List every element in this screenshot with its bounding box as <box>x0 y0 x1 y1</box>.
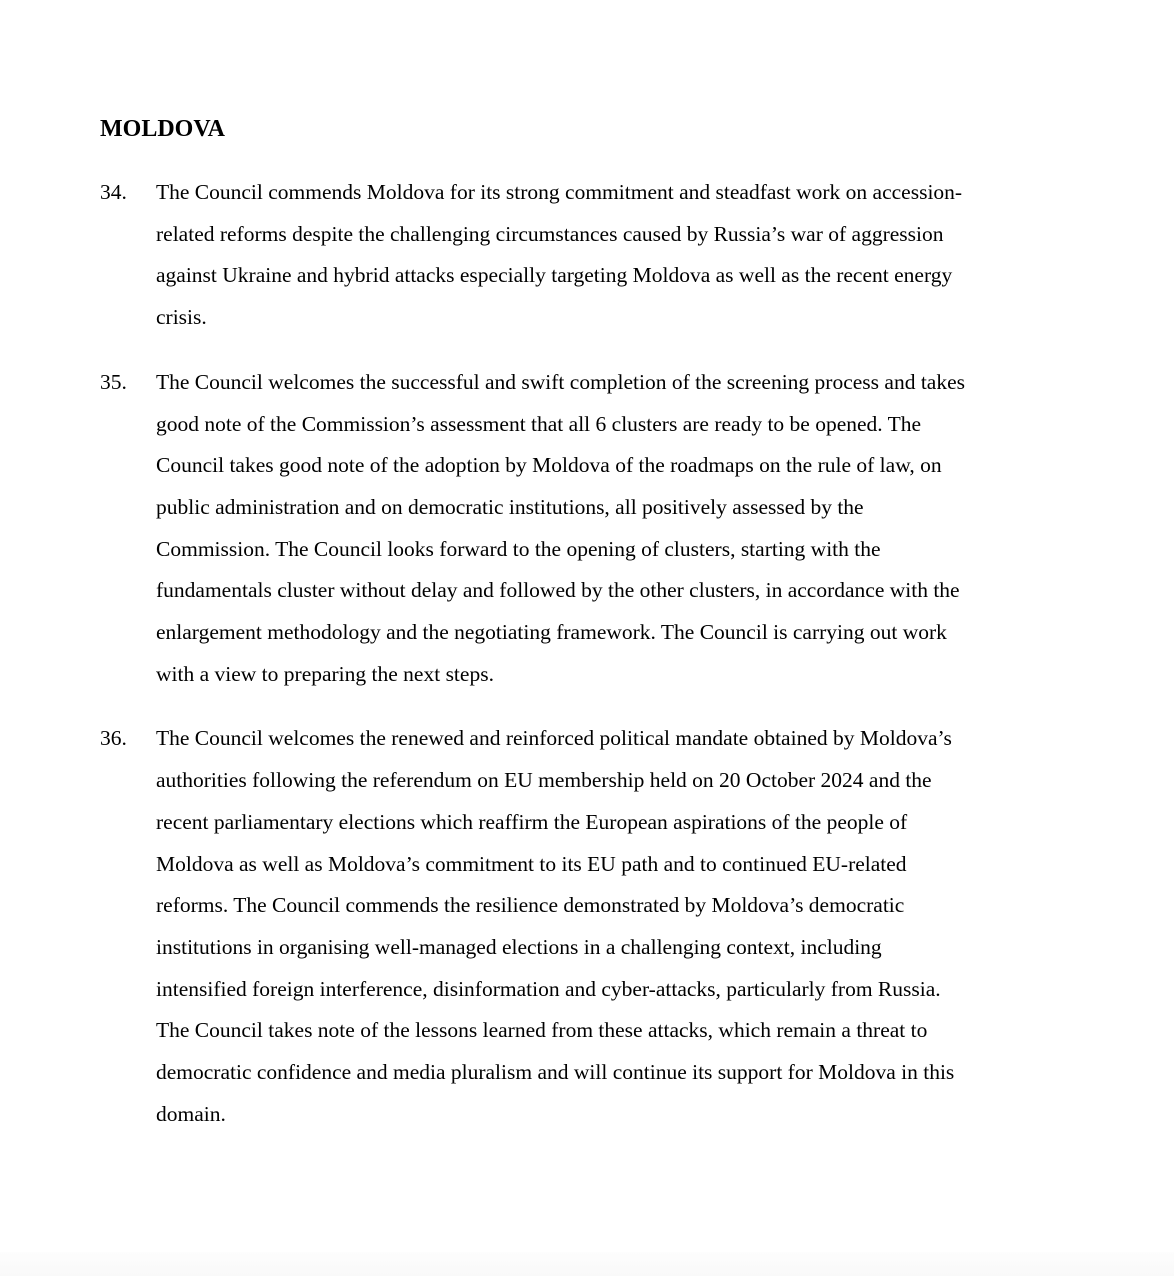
text-line: against Ukraine and hybrid attacks especially targeting Moldova as well as the recent energy <box>156 263 953 288</box>
document-content <box>100 114 1080 1158</box>
text-line: The Council welcomes the successful and swift completion of the screening process and takes <box>156 369 966 394</box>
text-line: public administration and on democratic institutions, all positively assessed by the <box>156 494 864 519</box>
text-line: with a view to preparing the next steps. <box>156 661 494 686</box>
text-line: institutions in organising well-managed elections in a challenging context, including <box>156 934 882 959</box>
text-line: intensified foreign interference, disinformation and cyber-attacks, particularly from Russia. <box>156 976 941 1001</box>
section-heading: MOLDOVA <box>100 116 225 142</box>
text-line: democratic confidence and media pluralism and will continue its support for Moldova in this <box>156 1060 955 1085</box>
paragraph-number: 35. <box>100 369 127 394</box>
text-line: Commission. The Council looks forward to the opening of clusters, starting with the <box>156 536 881 561</box>
text-line: fundamentals cluster without delay and followed by the other clusters, in accordance with the <box>156 578 960 603</box>
text-line: authorities following the referendum on EU membership held on 20 October 2024 and the <box>156 768 932 793</box>
text-line: The Council commends Moldova for its strong commitment and steadfast work on accession- <box>156 180 963 204</box>
paragraph-text <box>156 718 1080 1135</box>
text-line: The Council takes note of the lessons learned from these attacks, which remain a threat to <box>156 1018 928 1043</box>
paragraph-number: 36. <box>100 726 127 751</box>
text-line: The Council welcomes the renewed and reinforced political mandate obtained by Moldova’s <box>156 726 952 751</box>
text-line: Moldova as well as Moldova’s commitment to its EU path and to continued EU-related <box>156 851 907 876</box>
text-line: domain. <box>156 1101 226 1126</box>
text-line: crisis. <box>156 305 207 330</box>
text-line: recent parliamentary elections which reaffirm the European aspirations of the people of <box>156 809 908 834</box>
page-bottom-edge <box>0 1252 1174 1276</box>
numbered-paragraph <box>100 718 1080 1135</box>
text-line: Council takes good note of the adoption by Moldova of the roadmaps on the rule of law, on <box>156 453 942 478</box>
text-line: enlargement methodology and the negotiating framework. The Council is carrying out work <box>156 620 947 645</box>
paragraph-number: 34. <box>100 180 127 204</box>
paragraph-list <box>100 172 1080 1135</box>
text-line: related reforms despite the challenging circumstances caused by Russia’s war of aggression <box>156 221 944 246</box>
numbered-paragraph <box>100 172 1080 339</box>
text-line: reforms. The Council commends the resilience demonstrated by Moldova’s democratic <box>156 893 905 918</box>
paragraph-text <box>156 172 1080 339</box>
paragraph-text <box>156 362 1080 696</box>
numbered-paragraph <box>100 362 1080 696</box>
text-line: good note of the Commission’s assessment that all 6 clusters are ready to be opened. The <box>156 411 922 436</box>
